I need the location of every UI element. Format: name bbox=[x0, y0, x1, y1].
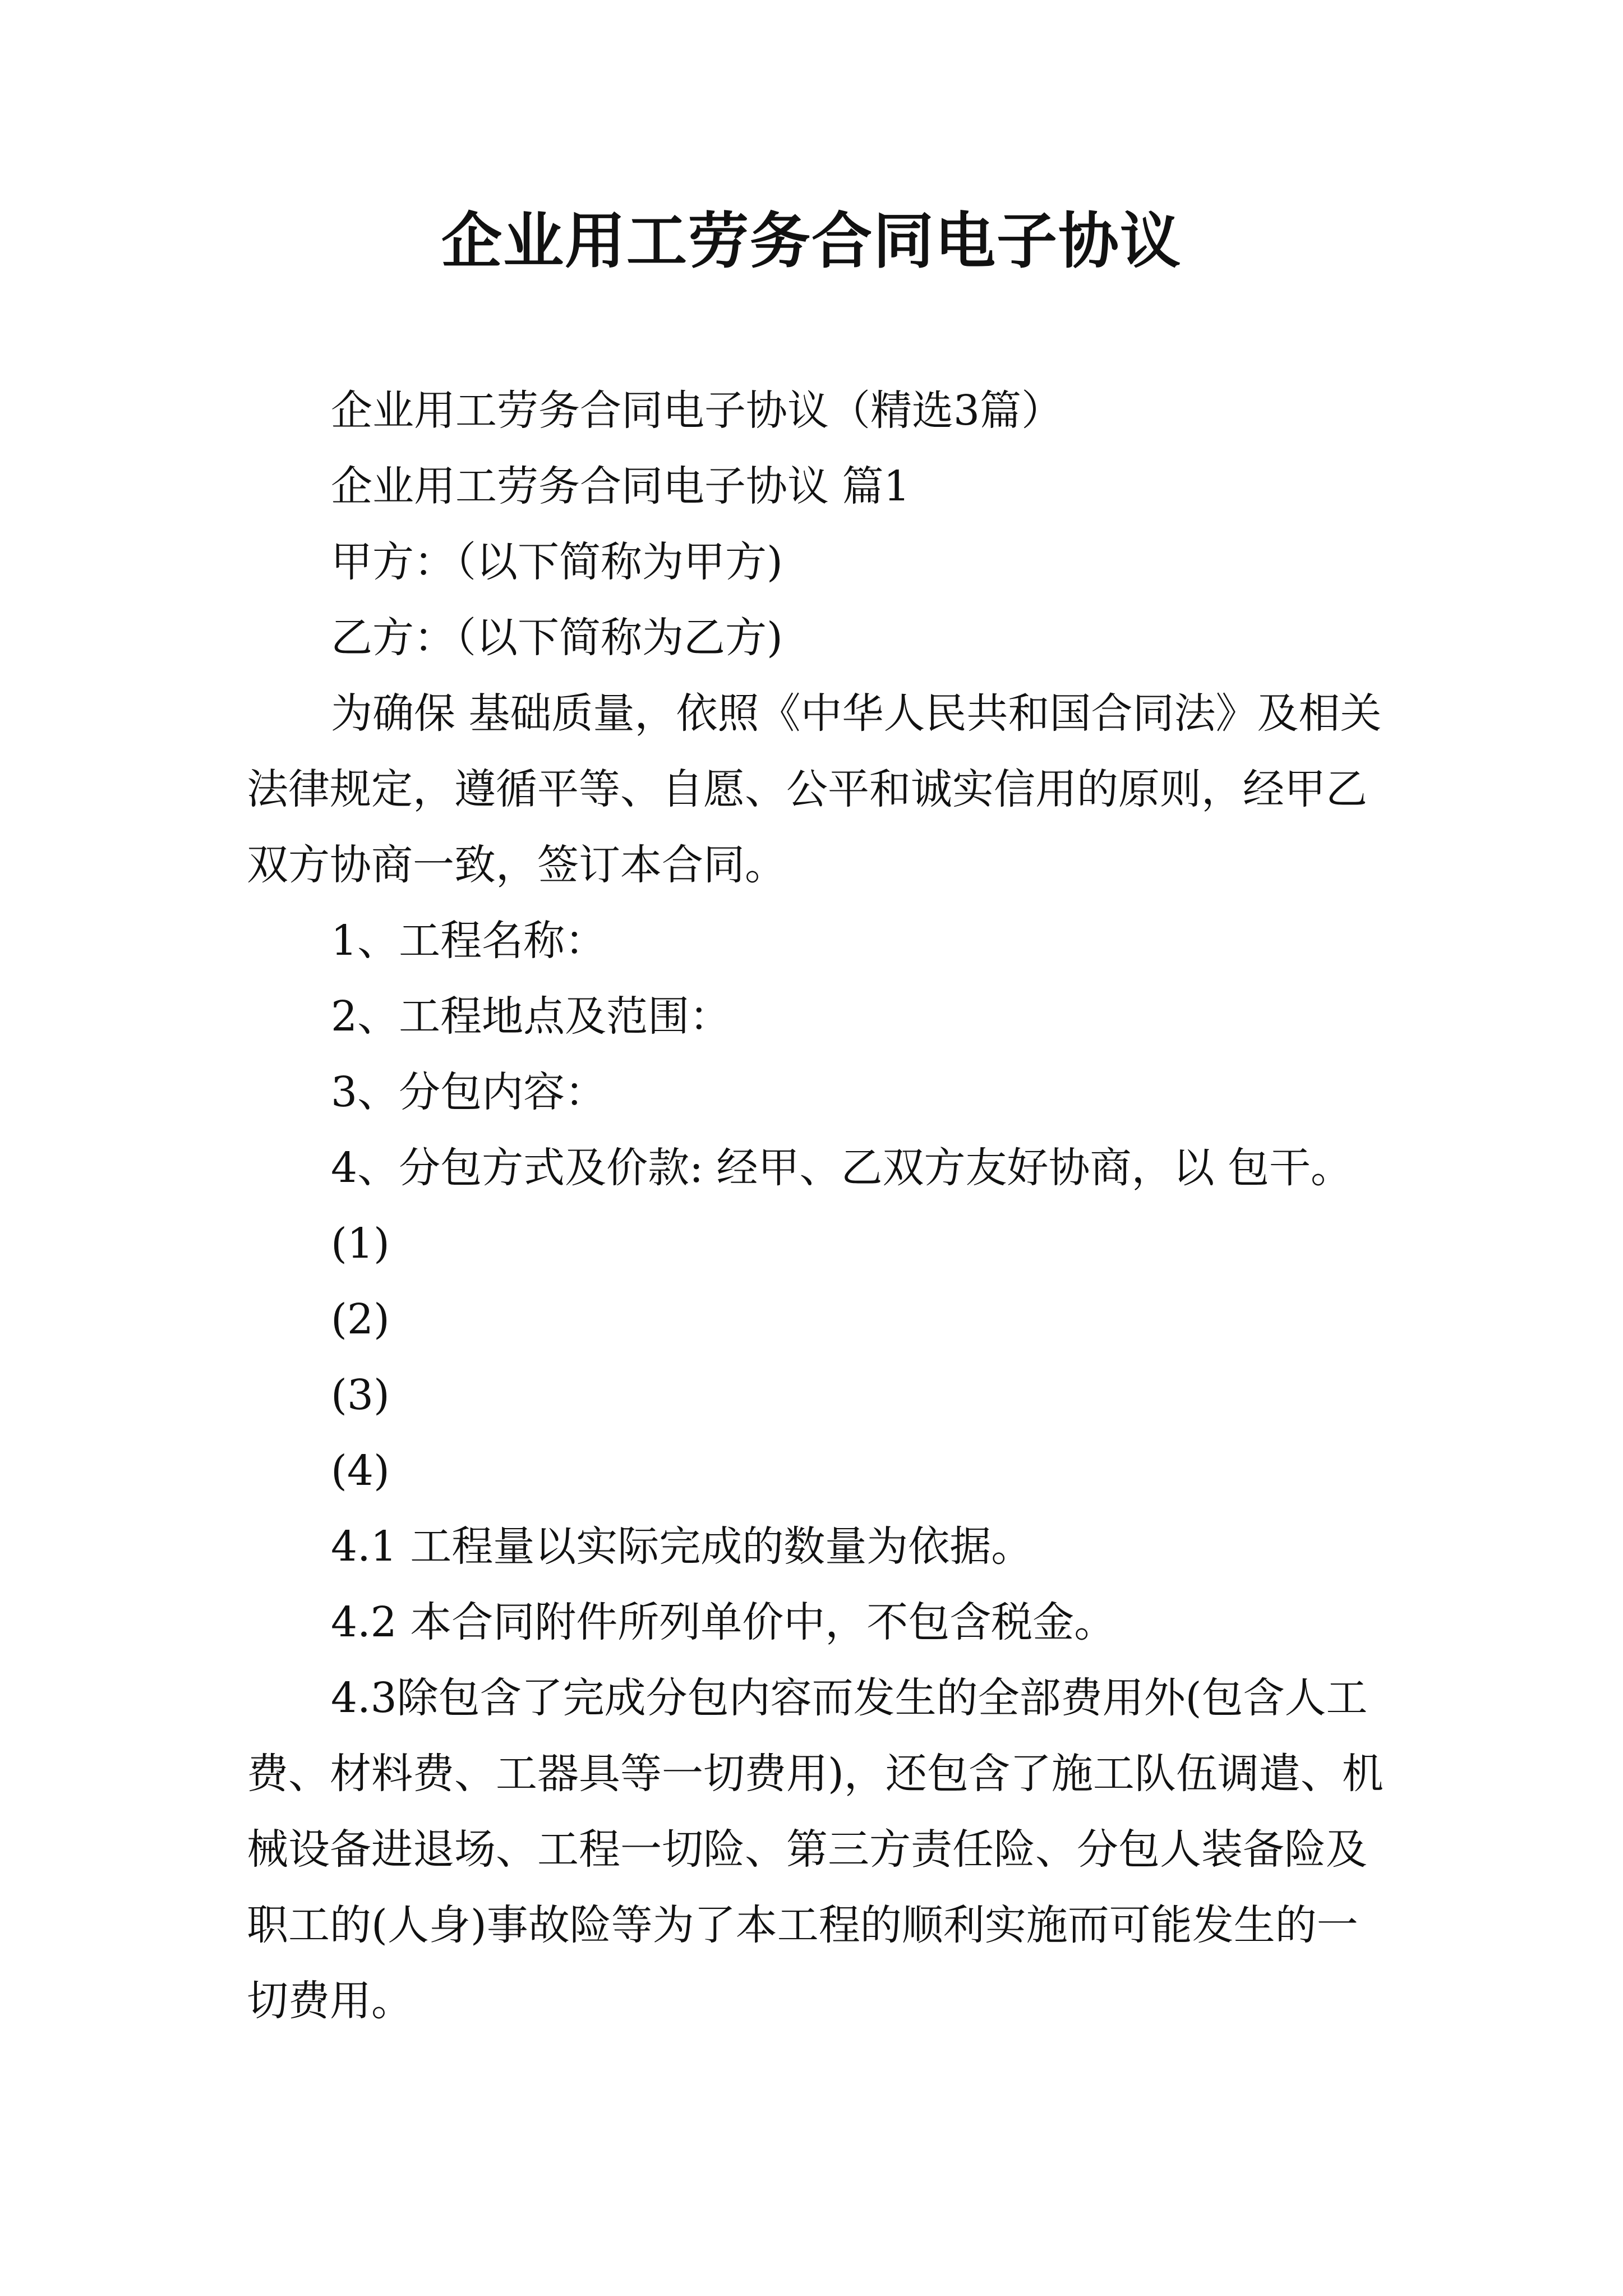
list-item-3: (3) bbox=[331, 1371, 390, 1419]
document-title: 企业用工劳务合同电子协议 bbox=[441, 206, 1182, 277]
list-item-1: (1) bbox=[331, 1220, 390, 1268]
party-a-line: 甲方：（以下简称为甲方) bbox=[331, 538, 783, 586]
list-item-4: (4) bbox=[331, 1447, 390, 1495]
clause-subcontract-price: 4、分包方式及价款: 经甲、乙双方友好协商，以 包干。 bbox=[331, 1144, 1353, 1192]
document-body bbox=[247, 373, 1385, 2039]
clause-4-2: 4.2 本合同附件所列单价中，不包含税金。 bbox=[331, 1598, 1116, 1646]
clause-project-location: 2、工程地点及范围： bbox=[331, 992, 731, 1041]
clause-subcontract-content: 3、分包内容： bbox=[331, 1068, 607, 1116]
clause-4-1: 4.1 工程量以实际完成的数量为依据。 bbox=[331, 1522, 1033, 1571]
clause-project-name: 1、工程名称： bbox=[331, 917, 607, 965]
party-b-line: 乙方：（以下简称为乙方) bbox=[331, 614, 783, 662]
preamble-paragraph: 为确保 基础质量，依照《中华人民共和国合同法》及相关法律规定，遵循平等、自愿、公平和诚实信用的原则，经甲乙双方协商一致，签订本合同。 bbox=[247, 689, 1382, 889]
clause-4-3: 4.3除包含了完成分包内容而发生的全部费用外(包含人工费、材料费、工器具等一切费用)，还包含了施工队伍调遣、机械设备进退场、工程一切险、第三方责任险、分包人装备险及职工的(人身)事故险等为了本工程的顺利实施而可能发生的一切费用。 bbox=[247, 1674, 1384, 2025]
section-heading: 企业用工劳务合同电子协议 篇1 bbox=[331, 462, 910, 510]
subtitle-selection: 企业用工劳务合同电子协议（精选3篇） bbox=[331, 386, 1063, 435]
list-item-2: (2) bbox=[331, 1295, 390, 1343]
